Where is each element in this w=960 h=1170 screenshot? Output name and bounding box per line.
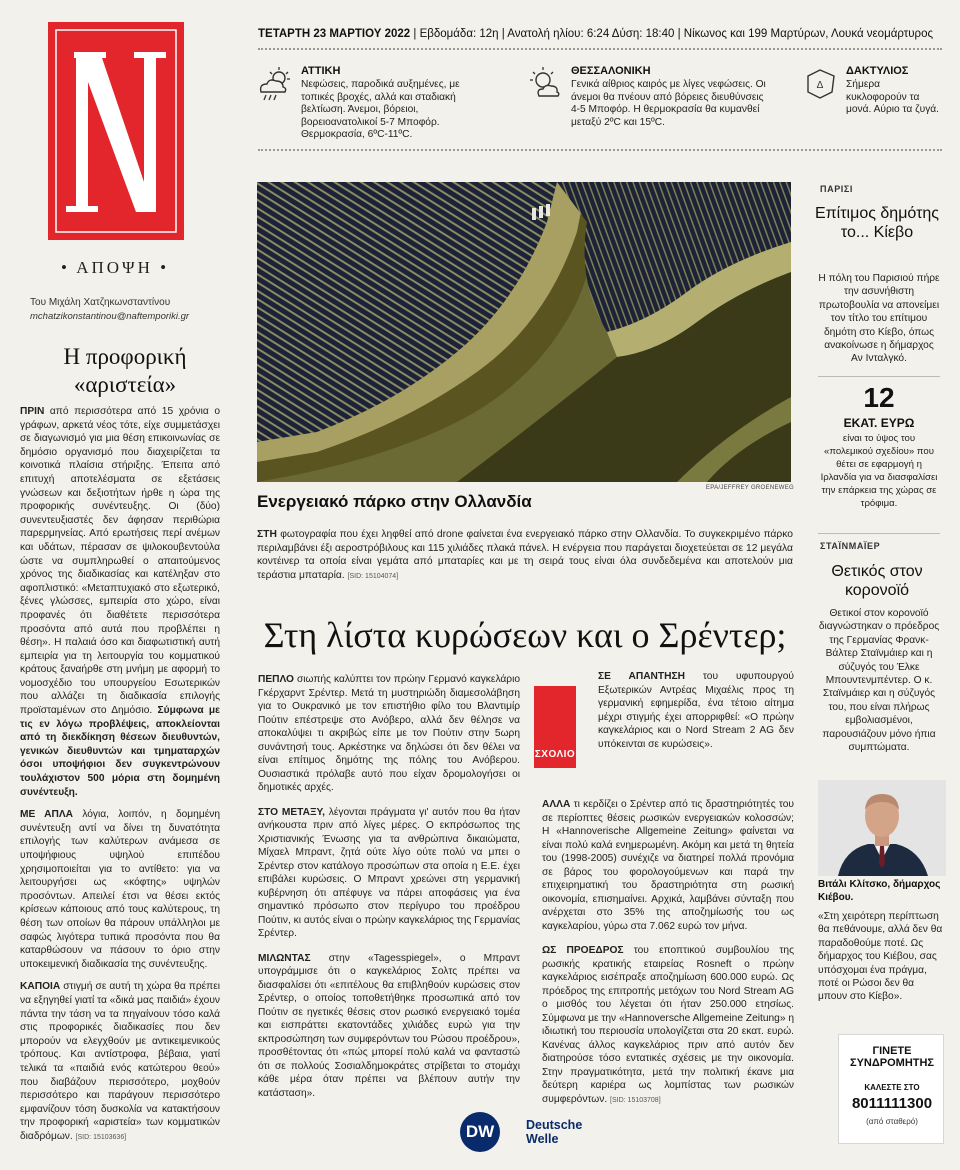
opinion-paragraph (20, 405, 220, 799)
date: ΤΕΤΑΡΤΗ 23 ΜΑΡΤΙΟΥ 2022 (258, 28, 411, 40)
photo-caption-title: Ενεργειακό πάρκο στην Ολλανδία (257, 492, 532, 511)
comment-tag (534, 686, 576, 768)
divider (818, 533, 940, 534)
author-name: Του Μιχάλη Χατζηκωνσταντίνου (30, 297, 171, 308)
cloud-rain-sun-icon (255, 64, 295, 104)
article-paragraph (258, 673, 520, 795)
paragraph-lead: ΩΣ ΠΡΟΕΔΡΟΣ (542, 945, 624, 956)
paragraph-text: στην «Tagesspiegel», ο Μπραντ υπογράμμισε ότι ο καγκελάριος Σολτς πρέπει να διασφαλίσει ότι «επιτέλους θα επιβληθούν κυρώσεις στον Σρέντερ, ο οποίος τοποθετήθηκε προσωπικά από τον Πούτιν σε ηγετικές θέσεις στον ρωσικό ενεργειακό τομέα και εισπράττει εκατοντάδες χιλιάδες ευρώ για την εκπροσώπηση των συμφερόντων του Ρώσου προέδρου», προσθέτοντας ότι «πώς μπορεί πολύ καλά να φανταστώ ότι σε πολλούς Σοσιαλδημοκράτες στρίβεται το στομάχι κάθε μέρα όταν πρέπει να βλέπουν αυτήν την κατάσταση». (258, 952, 520, 1099)
svg-text:Δ: Δ (816, 80, 824, 91)
caption-text: φωτογραφία που έχει ληφθεί από drone φαίνεται ένα ενεργειακό πάρκο στην Ολλανδία. Το συγκεκριμένο πάρκο περιλαμβάνει έξι αεροστρόβιλους και 115 χιλιάδες πλακά πάνελ. Η ενέργεια που παράγεται διοχετεύεται σε 12 μεγάλα κοντέινερ τα οποία είναι γεμάτα από μπαταρίες και με τη σειρά τους είναι όλα συνδεδεμένα και αποτελούν μια τεράστια μπαταρία. (257, 529, 793, 581)
sidebar-title: Θετικός στον κορονοϊό (831, 563, 923, 599)
paragraph-lead: ΜΙΛΩΝΤΑΣ (258, 952, 311, 964)
story-id: [SID: 15103636] (75, 1133, 127, 1141)
n-logo-icon (48, 22, 184, 240)
paragraph-bold-text: Σύμφωνα με τις εν λόγω προβλέψεις, αποκλείονται από τη διεκδίκηση θέσεων διευθυντών, γενικών διευθυντών και τμηματαρχών όσοι υποψήφιοι δεν συγκεντρώνουν τουλάχιστον 500 μόρια στη δομημένη συνέντευξη. (20, 705, 220, 798)
sidebar-body: Η πόλη του Παρισιού πήρε την ασυνήθιστη πρωτοβουλία να απονείμει τον τίτλο του επίτιμου δημότη στο Κίεβο, όπως ανακοίνωσε η δήμαρχος Αν Ινταλγκό. (818, 273, 940, 365)
sidebar-body: Θετικοί στον κορονοϊό διαγνώστηκαν ο πρόεδρος της Γερμανίας Φρανκ-Βάλτερ Σταϊνμάιερ και η σύζυγός του Έλκε Μπουντενμπέντερ. Ο κ. Σταϊνμάιερ και η σύζυγός του, που είναι πλήρως εμβολιασμένοι, παρουσιάζουν μόνο ήπια συμπτώματα. (818, 608, 940, 754)
article-paragraph (542, 944, 794, 1107)
paragraph-text: του εποπτικού συμβουλίου της ρωσικής κρατικής εταιρείας Rosneft ο πρώην καγκελάριος εισέπραξε αποζημίωση 600.000 ευρώ. Ως πρόεδρος της επιτροπής μετόχων του Nord Stream AG ο μισθός του λέγεται ότι ήταν 250.000 ετησίως. Σύμφωνα με την «Hannoversche Allgemeine Zeitung» η ιδιωτική του περιουσία υπολογίζεται στα 20 εκατ. ευρώ. Κανένας άλλος καγκελάριος πριν από αυτόν δεν διατηρούσε τόσο εντατικές σχέσεις με την οικονομία. Στην πραγματικότητα, μετά την πολιτική έκανε μια δεύτερη καριέρα ως λομπίστας των ρωσικών συμφερόντων. (542, 945, 794, 1105)
paragraph-text: λόγια, λοιπόν, η δομημένη συνέντευξη αντί να δίνει τη δυνατότητα επιλογής των καλύτερων ανάμεσα σε υποψήφιους υψηλού επιπέδου χρησιμοποιείται για το αντίθετο: για να λειτουργήσει ως «κόφτης» υψηλών προσόντων. Απειλεί έτσι να θέσει εκτός κρίσεων κάποιους από τους καλύτερους, τη θέση των οποίων θα πάρουν υπάλληλοι με σαφώς λιγότερα τυπικά προσόντα που θα καταρθώσουν να πάσουν το όριο στην υποκειμενική διαδικασία της συνέντευξης. (20, 809, 220, 970)
divider (258, 149, 942, 151)
ring-road-icon (800, 64, 840, 104)
opinion-title: Η προφορική «αριστεία» (63, 344, 187, 397)
weather-attica (255, 60, 495, 140)
solar-park-image (257, 182, 791, 482)
dw-icon: DW (460, 1112, 500, 1152)
paragraph-lead: ΑΛΛΑ (542, 799, 571, 810)
article-paragraph (598, 670, 794, 751)
subscribe-title: ΓΙΝΕΤΕ ΣΥΝΔΡΟΜΗΤΗΣ (849, 1045, 935, 1069)
subscribe-phone[interactable]: 8011111300 (851, 1095, 933, 1112)
paragraph-lead: ΠΡΙΝ (20, 406, 45, 417)
weather-ring (800, 60, 950, 140)
author-email[interactable]: mchatzikonstantinou@naftemporiki.gr (30, 311, 190, 322)
photo-caption (257, 528, 793, 583)
photo-caption: Βιτάλι Κλίτσκο, δήμαρχος Κιέβου. (818, 879, 941, 903)
article-paragraph (258, 806, 520, 941)
weather-region: ΘΕΣΣΑΛΟΝΙΚΗ (571, 65, 651, 77)
sidebar-title: Επίτιμος δημότης το... Κίεβο (814, 205, 940, 241)
klitschko-photo (818, 780, 946, 876)
paragraph-text: σιωπής καλύπτει τον πρώην Γερμανό καγκελάριο Γκέρχαρντ Σρέντερ. Μετά τη μυστηριώδη διαμεσολάβηση για το Ουκρανικό με τον επιστήθιο φίλο του Βλαντιμίρ Πούτιν επέστρεψε στο Ανόβερο, αλλά δεν θέλησε να αποκαλύψει τι ακριβώς είπε με τον Πούτιν στην 5ωρη συνάντησή τους. Αρκέστηκε να δηλώσει ότι δεν θέλει να είναι επίτιμος δημότης της πόλης του Ανόβερου. Ουσιαστικά πρόλαβε αυτό που είχαν δρομολογήσει οι δημοτικές αρχές. (258, 674, 520, 793)
weather-thessaloniki (525, 60, 765, 140)
divider (818, 376, 940, 377)
weather-region: ΔΑΚΤΥΛΙΟΣ (846, 65, 909, 77)
article-paragraph (542, 798, 794, 933)
big-number-text: είναι το ύψος του «πολεμικού σχεδίου» που θέτει σε εφαρμογή η Ιρλανδία για να διασφαλίσει την επάρκεια της χώρας σε τρόφιμα. (820, 433, 938, 509)
quote-text: «Στη χειρότερη περίπτωση θα πεθάνουμε, αλλά δεν θα παραδοθούμε ποτέ. Ως δήμαρχος του Κιέβου, σας υπόσχομαι ένα πράγμα, ποτέ οι Ρώσοι δεν θα μπουν στο Κίεβο». (818, 911, 943, 1003)
article-column-2 (542, 798, 794, 1118)
paragraph-lead: ΠΕΠΛΟ (258, 674, 294, 685)
article-column-1 (258, 673, 520, 1111)
subscribe-call-label: ΚΑΛΕΣΤΕ ΣΤΟ (864, 1083, 920, 1092)
article-column-2-top (598, 670, 794, 762)
paragraph-lead: ΣΤΟ ΜΕΤΑΞΥ, (258, 806, 326, 818)
opinion-paragraph (20, 808, 220, 971)
portrait-image (818, 780, 946, 876)
paragraph-lead: ΣΕ ΑΠΑΝΤΗΣΗ (598, 671, 685, 682)
weather-region: ΑΤΤΙΚΗ (301, 65, 341, 77)
section-label: • ΑΠΟΨΗ • (60, 258, 170, 277)
caption-lead: ΣΤΗ (257, 529, 277, 540)
paragraph-text: από περισσότερα από 15 χρόνια ο γράφων, αρκετά νέος τότε, είχε συμμετάσχει σε διαγωνισμό για μια θέση επικοινωνίας σε δημόσιο οργανισμό που διαχειρίζεται τα κοινοτικά πλαίσια στήριξης. Έπειτα από επιτυχή αποτελέσματα σε εξετάσεις γνώσεων και δεξιοτήτων ήρθε η ώρα της προφορικής συνέντευξης. Οι (δύο) συνεντευξιαστές δεν άφησαν περιθώρια παρερμηνείας. Από ερωτήσεις περί ανέμων και υδάτων, πέρασαν σε ψιλοκουβεντούλα ώστε να συμπληρωθεί ο απαιτούμενος χρόνος της διαδικασίας και κατέληξαν στο αφοπλιστικό: «Μεταπτυχιακό στο εξωτερικό, ξένες γλώσσες, εμπειρία στο χώρο, είναι προφανές ότι διαθέτετε περισσότερα προσόντα από αυτά που προβλέπει η θέση». Η παλαιά όσο και διαφωτιστική αυτή εμπειρία για τη λειτουργία του κομματικού κράτους ξαναήρθε στη μνήμη με αφορμή το νομοσχέδιο του υπουργείου Εσωτερικών που αλλάζει τη διαδικασία επιλογής προϊσταμένων στο Δημόσιο. (20, 406, 220, 717)
opinion-body (20, 405, 220, 1153)
subscribe-box[interactable] (838, 1034, 944, 1144)
story-id: [SID: 15104074] (347, 572, 399, 580)
photo-credit: EPA/JEFFREY GROENEWEG (705, 485, 794, 491)
source-name: Deutsche Welle (526, 1118, 583, 1146)
weather-description: Νεφώσεις, παροδικά αυξημένες, με τοπικές βροχές, αλλά και σταδιακή βελτίωση. Άνεμοι, βόρειοι, βορειοανατολικοί 5-7 Μποφόρ. Θερμοκρασία, 6ºC-11ºC. (301, 79, 460, 141)
paragraph-text: τι κερδίζει ο Σρέντερ από τις δραστηριότητές του σε περίοπτες θέσεις ρωσικών ενεργειακών κολοσσών; Η «Hannoverische Allgemeine Zeitung» φαίνεται να είναι πολύ καλά ενημερωμένη. Ακόμη και μετά τη θητεία του (1998-2005) συνέχιζε να διατηρεί πολλά προνόμια σε βάρος του φορολογούμενων και παρά την επιχειρηματική του δραστηριότητα στη ρωσική οικονομία, επισημαίνει. Αρχικά, λαμβάνει σύνταξη που ανέρχεται στο 35% της αποζημίωσής του ως καγκελαρίου, γύρω στα 7.062 ευρώ τον μήνα. (542, 799, 794, 932)
comment-tag-label: ΣΧΟΛΙΟ (534, 749, 576, 760)
paragraph-text: του υφυπουργού Εξωτερικών Αντρέας Μιχαέλις προς τη γερμανική εφημερίδα, ένα τέτοιο αίτημα μέχρι στιγμής έχει απορριφθεί: «Ο πρώην καγκελάριος και ο Nord Stream 2 AG δεν υπόκεινται σε κυρώσεις». (598, 671, 794, 750)
opinion-paragraph (20, 980, 220, 1144)
date-details: | Εβδομάδα: 12η | Ανατολή ηλίου: 6:24 Δύση: 18:40 | Νίκωνος και 199 Μαρτύρων, Λουκά νεομάρτυρος (410, 28, 934, 40)
divider (258, 48, 942, 50)
paragraph-lead: ΜΕ ΑΠΛΑ (20, 809, 74, 821)
subscribe-note: (από σταθερό) (866, 1117, 918, 1126)
weather-description: Γενικά αίθριος καιρός με λίγες νεφώσεις. Οι άνεμοι θα πνέουν από βόρειες διευθύνσεις 4-5 Μποφόρ. Η θερμοκρασία θα κυμανθεί μεταξύ 2ºC και 15ºC. (571, 79, 766, 128)
newspaper-logo[interactable] (48, 22, 184, 240)
paragraph-text: στιγμή σε αυτή τη χώρα θα πρέπει να εξηγηθεί γιατί τα «δικά μας παιδιά» έχουν πάντα την τάση να τα πηγαίνουν τόσο καλά στις προφορικές διαδικασίες που δεν μπορούν να ελεγχθούν με αντικειμενικούς τρόπους. Και αντίστροφα, βέβαια, γιατί τελικά τα «παιδιά ενός κατώτερου θεού» που διαβάζουν περισσότερο, μοχθούν περισσότερο και παράγουν περισσότερο εμφανίζουν τόση δυσκολία να κατακτήσουν την προφορική «αριστεία» των κομματικών διαδρόμων. (20, 981, 220, 1142)
sidebar-kicker: ΣΤΑΪΝΜΑΪΕΡ (820, 541, 881, 551)
big-number: 12 (863, 382, 895, 413)
paragraph-text: λέγονται πράγματα γι' αυτόν που θα ήταν ανήκουστα πριν από λίγες μέρες. Ο εκπρόσωπος της Χριστιανικής Ένωσης για τα ανθρώπινα δικαιώματα, Μίχαελ Μπραντ, ζητά ούτε λίγο ούτε πολύ να μπει ο Σρέντερ στον κατάλογο προσώπων στα οποία η Ε.Ε. έχει επιβάλει κυρώσεις. Ο Μπραντ χρεώνει στη γερμανική κυβέρνηση ότι απέφυγε να πάρει αποφάσεις για ένα σημαντικό πρόσωπο στον περίγυρο του προέδρου Πούτιν, κι αυτός είναι ο πρώην καγκελάριος της Γερμανίας Σρέντερ. (258, 806, 520, 939)
sidebar-kicker: ΠΑΡΙΣΙ (820, 184, 854, 194)
weather-description: Σήμερα κυκλοφορούν τα μονά. Αύριο τα ζυγά. (846, 79, 940, 116)
story-id: [SID: 15103708] (610, 1096, 661, 1104)
solar-park-photo (257, 182, 791, 482)
article-paragraph (258, 952, 520, 1101)
paragraph-lead: ΚΑΠΟΙΑ (20, 981, 61, 993)
big-number-label: ΕΚΑΤ. ΕΥΡΩ (843, 416, 915, 430)
date-bar (258, 28, 942, 40)
partly-cloudy-icon (525, 64, 565, 104)
article-headline: Στη λίστα κυρώσεων και ο Σρέντερ; (263, 615, 787, 655)
